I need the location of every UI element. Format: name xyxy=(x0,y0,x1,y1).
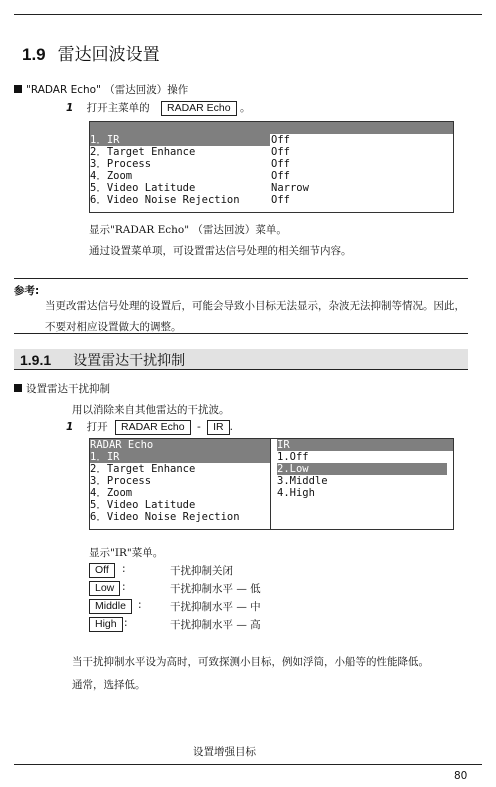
menu-item-label: 1．IR xyxy=(90,134,270,146)
radar-echo-key[interactable]: RADAR Echo xyxy=(161,101,237,116)
radar-echo-menu xyxy=(89,121,454,213)
ir-option-label: 1.Off xyxy=(277,451,309,463)
desc-1-line-2: 通过设置菜单项，可设置雷达信号处理的相关细节内容。 xyxy=(89,245,352,257)
option-key-off[interactable]: Off xyxy=(89,563,115,578)
option-colon: : xyxy=(122,563,126,575)
ir-option-label: 2.Low xyxy=(277,463,447,475)
desc-1 xyxy=(89,222,352,258)
step-number: 1 xyxy=(66,421,74,433)
step-text: 打开主菜单的 xyxy=(86,102,150,114)
note-line-1: 当更改雷达信号处理的设置后，可能会导致小目标无法显示，杂波无法抑制等情况。因此， xyxy=(45,300,465,312)
desc-3: 显示"IR"菜单。 xyxy=(89,547,164,559)
option-description: 干扰抑制水平 — 高 xyxy=(170,619,261,631)
step-end: . xyxy=(229,421,233,433)
menu-item-label: 6．Video Noise Rejection xyxy=(90,194,240,206)
menu-item[interactable] xyxy=(90,170,453,182)
footer-title: 设置增强目标 xyxy=(193,746,256,758)
step-text: 打开 xyxy=(86,421,108,433)
option-colon: : xyxy=(122,581,126,593)
menu-item[interactable]: 1．IR xyxy=(90,451,270,463)
bottom-rule xyxy=(14,764,482,765)
menu-item-value: Off xyxy=(271,146,290,158)
footer-note-line-2: 通常，选择低。 xyxy=(72,679,146,691)
step-dash: - xyxy=(196,421,201,433)
square-bullet-icon xyxy=(14,85,22,93)
square-bullet-icon xyxy=(14,384,22,392)
note-title: 参考: xyxy=(14,285,40,297)
top-rule xyxy=(14,14,482,15)
desc-1-line-1: 显示"RADAR Echo" （雷达回波）菜单。 xyxy=(89,224,287,236)
bullet-label-2: 设置雷达干扰抑制 xyxy=(26,383,110,395)
page-number: 80 xyxy=(454,770,468,782)
option-description: 干扰抑制关闭 xyxy=(170,565,233,577)
option-description: 干扰抑制水平 — 低 xyxy=(170,583,261,595)
note-line-2: 不要对相应设置做大的调整。 xyxy=(45,321,182,333)
option-key-middle[interactable]: Middle xyxy=(89,599,132,614)
menu-item[interactable] xyxy=(90,158,453,170)
ir-menu-screen xyxy=(89,438,454,530)
ir-option-label: 3.Middle xyxy=(277,475,328,487)
desc-2: 用以消除来自其他雷达的干扰波。 xyxy=(72,404,230,416)
step-number: 1 xyxy=(66,102,74,114)
menu-item-value: Off xyxy=(271,158,290,170)
menu-item-label: 2．Target Enhance xyxy=(90,146,196,158)
ir-option-label: 4.High xyxy=(277,487,315,499)
ir-submenu-header xyxy=(277,439,453,451)
menu-item-value: Off xyxy=(271,194,290,206)
section-heading xyxy=(22,40,160,65)
menu-item[interactable]: 5．Video Latitude xyxy=(90,499,196,511)
subsection-title: 设置雷达干扰抑制 xyxy=(73,353,186,369)
menu-item[interactable] xyxy=(90,134,453,146)
menu-item[interactable]: 4．Zoom xyxy=(90,487,133,499)
subsection-heading xyxy=(20,350,185,370)
menu-item[interactable]: 6．Video Noise Rejection xyxy=(90,511,240,523)
step-end: 。 xyxy=(239,102,251,114)
footer-note xyxy=(72,654,429,692)
subsection-number: 1.9.1 xyxy=(20,352,52,368)
menu-item[interactable]: 3．Process xyxy=(90,475,152,487)
ir-option-item[interactable] xyxy=(277,475,453,487)
menu-item[interactable]: 2．Target Enhance xyxy=(90,463,196,475)
ir-option-item[interactable] xyxy=(277,451,453,463)
menu-title: RADAR Echo xyxy=(90,439,154,451)
option-key-low[interactable]: Low xyxy=(89,581,120,596)
option-colon: : xyxy=(138,599,142,611)
menu-item[interactable] xyxy=(90,146,453,158)
menu-item[interactable] xyxy=(90,182,453,194)
scroll-arrows-icon[interactable]: ▲▼ xyxy=(438,146,451,158)
bullet-radar-echo xyxy=(14,82,188,97)
menu-item-label: 5．Video Latitude xyxy=(90,182,196,194)
ir-submenu-title: IR xyxy=(277,439,290,451)
menu-header xyxy=(90,439,270,451)
ir-key[interactable]: IR xyxy=(207,420,230,435)
note-body xyxy=(45,298,465,334)
note-top-rule xyxy=(14,278,468,279)
ir-option-item[interactable] xyxy=(277,463,453,475)
menu-item-value: Narrow xyxy=(271,182,309,194)
menu-item-value: Off xyxy=(271,134,290,146)
menu-item-label: 3．Process xyxy=(90,158,152,170)
footer-note-line-1: 当干扰抑制水平设为高时，可致探测小目标，例如浮筒，小船等的性能降低。 xyxy=(72,656,429,668)
option-description: 干扰抑制水平 — 中 xyxy=(170,601,261,613)
menu-item-label: 4．Zoom xyxy=(90,170,133,182)
menu-item-value: Off xyxy=(271,170,290,182)
ir-option-item[interactable] xyxy=(277,487,453,499)
bullet-label: "RADAR Echo" （雷达回波）操作 xyxy=(26,84,189,96)
section-title: 雷达回波设置 xyxy=(57,45,160,65)
step-2 xyxy=(66,419,233,435)
radar-echo-key[interactable]: RADAR Echo xyxy=(115,420,191,435)
note-bottom-rule xyxy=(14,333,468,334)
menu-item[interactable] xyxy=(90,194,453,206)
step-1 xyxy=(66,100,250,116)
option-key-high[interactable]: High xyxy=(89,617,123,632)
option-colon: : xyxy=(124,617,128,629)
section-number: 1.9 xyxy=(22,45,46,64)
bullet-ir xyxy=(14,381,110,396)
